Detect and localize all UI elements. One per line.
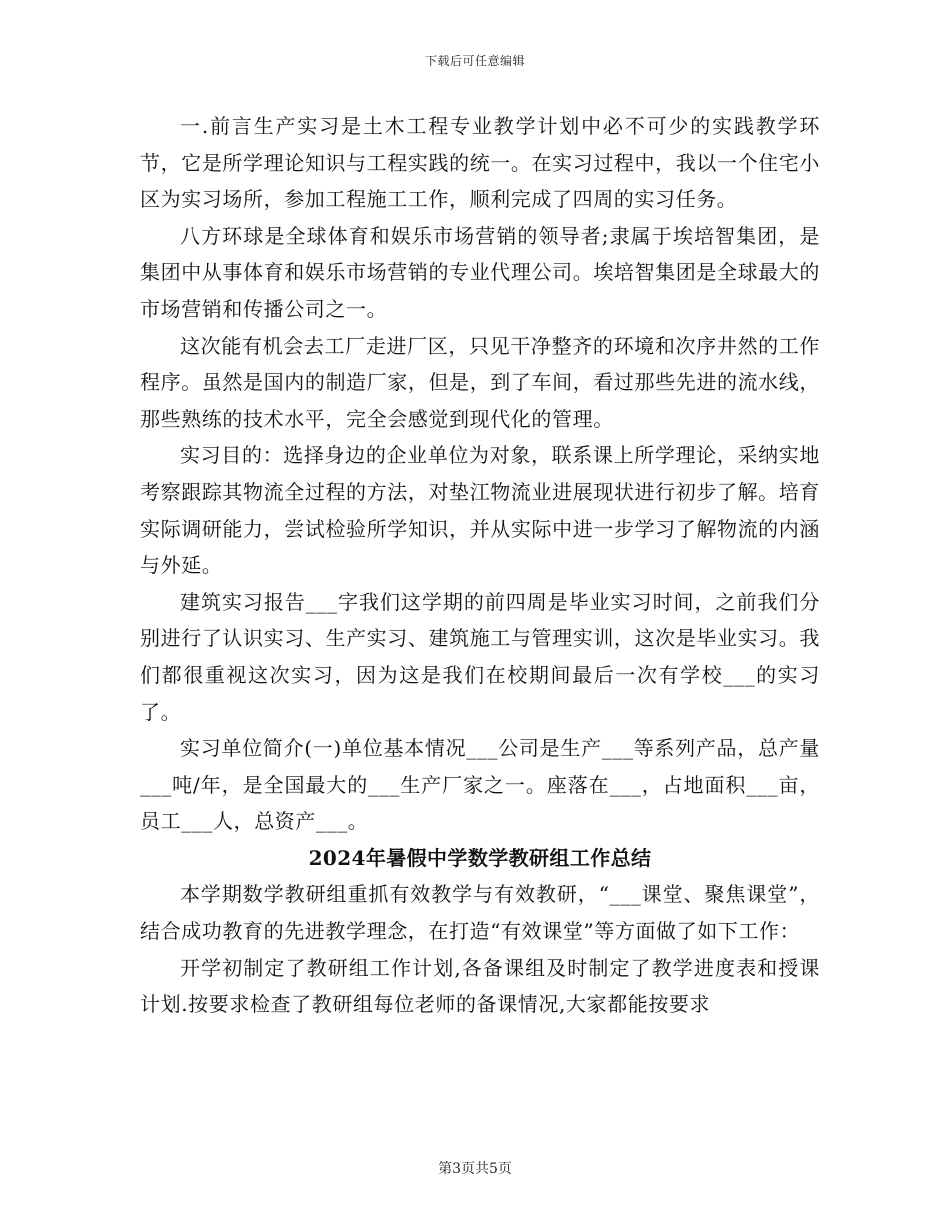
paragraph-planning: 开学初制定了教研组工作计划,各备课组及时制定了教学进度表和授课计划.按要求检查了教研组每位老师的备课情况,大家都能按要求 bbox=[140, 955, 820, 1017]
section-title: 2024年暑假中学数学教研组工作总结 bbox=[308, 845, 652, 870]
paragraph-unit-profile: 实习单位简介(一)单位基本情况___公司是生产___等系列产品，总产量___吨/年，是全国最大的___生产厂家之一。座落在___，占地面积___亩，员工___人，总资产___。 bbox=[140, 736, 820, 834]
paragraph-graduation-internship: 建筑实习报告___字我们这学期的前四周是毕业实习时间，之前我们分别进行了认识实习、生产实习、建筑施工与管理实训，这次是毕业实习。我们都很重视这次实习，因为这是我们在校期间最后一次有学校___的实习了。 bbox=[140, 589, 820, 724]
page-number: 第3页共5页 bbox=[438, 1161, 512, 1177]
paragraph-factory-visit: 这次能有机会去工厂走进厂区，只见干净整齐的环境和次序井然的工作程序。虽然是国内的制造厂家，但是，到了车间，看过那些先进的流水线，那些熟练的技术水平，完全会感觉到现代化的管理。 bbox=[140, 333, 820, 431]
paragraph-internship-goal: 实习目的：选择身边的企业单位为对象，联系课上所学理论，采纳实地考察跟踪其物流全过程的方法，对垫江物流业进展现状进行初步了解。培育实际调研能力，尝试检验所学知识，并从实际中进一步学习了解物流的内涵与外延。 bbox=[140, 443, 820, 578]
paragraph-company-intro: 八方环球是全球体育和娱乐市场营销的领导者;隶属于埃培智集团，是集团中从事体育和娱乐市场营销的专业代理公司。埃培智集团是全球最大的市场营销和传播公司之一。 bbox=[140, 223, 820, 321]
paragraph-summary-intro: 本学期数学教研组重抓有效教学与有效教研，“___课堂、聚焦课堂”，结合成功教育的先进教学理念，在打造“有效课堂”等方面做了如下工作： bbox=[140, 882, 820, 944]
paragraph-preface: 一.前言生产实习是土木工程专业教学计划中必不可少的实践教学环节，它是所学理论知识与工程实践的统一。在实习过程中，我以一个住宅小区为实习场所，参加工程施工工作，顺利完成了四周的实习任务。 bbox=[140, 114, 820, 212]
page-header: 下载后可任意编辑 bbox=[424, 54, 525, 68]
document-body bbox=[140, 108, 820, 1023]
